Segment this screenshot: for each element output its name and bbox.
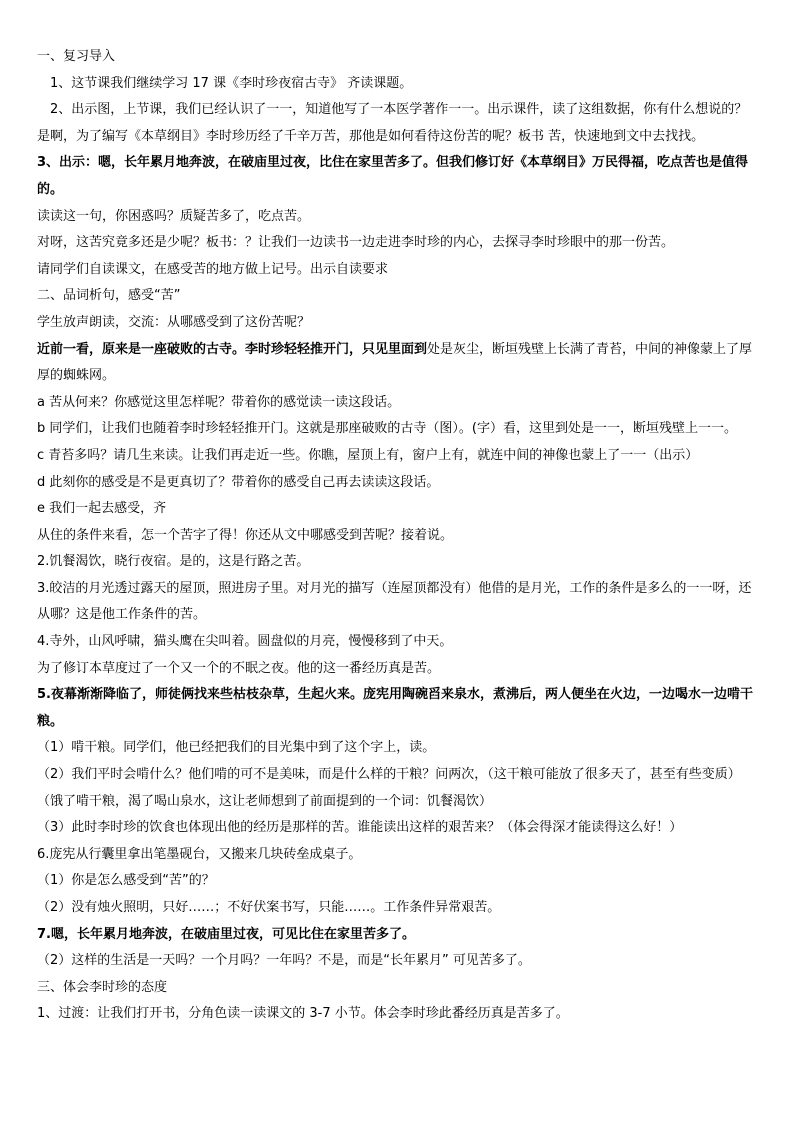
paragraph: e 我们一起去感受，齐	[37, 501, 167, 517]
paragraph: 1、过渡：让我们打开书，分角色读一读课文的 3-7 小节。体会李时珍此番经历真是苦多了。	[37, 1006, 569, 1022]
paragraph: c 青苔多吗？请几生来读。让我们再走近一些。你瞧，屋顶上有，窗户上有，就连中间的神像也蒙上了一一（出示）	[37, 447, 699, 463]
paragraph: 2.饥餐渴饮，晓行夜宿。是的，这是行路之苦。	[37, 554, 310, 570]
paragraph: a 苦从何来？你感觉这里怎样呢？带着你的感觉读一读这段话。	[37, 394, 401, 410]
paragraph: 为了修订本草度过了一个又一个的不眠之夜。他的这一番经历真是苦。	[37, 660, 441, 676]
paragraph: d 此刻你的感受是不是更真切了？带着你的感受自己再去读读这段话。	[37, 474, 440, 490]
paragraph: 学生放声朗读，交流：从哪感受到了这份苦呢？	[37, 314, 311, 330]
section-heading-attitude: 三、体会李时珍的态度	[37, 979, 168, 995]
paragraph: （2）我们平时会啃什么？他们啃的可不是美味，而是什么样的干粮？问两次，（这干粮可能放了很多天了，甚至有些变质）（饿了啃干粮，渴了喝山泉水，这让老师想到了前面提到的一个词：饥餐渴饮）	[37, 767, 741, 809]
section-heading-review: 一、复习导入	[37, 49, 116, 64]
paragraph: 3.皎洁的月光透过露天的屋顶，照进房子里。对月光的描写（连屋顶都没有）他借的是月光，工作的条件是多么的一一呀，还从哪？这是他工作条件的苦。	[37, 580, 752, 623]
paragraph: （1）你是怎么感受到“苦”的？	[37, 873, 215, 889]
paragraph: 2、出示图，上节课，我们已经认识了一一，知道他写了一本医学著作一一。出示课件，读了这组数据，你有什么想说的？	[50, 102, 748, 118]
paragraph: （2）没有烛火照明，只好……；不好伏案书写，只能……。工作条件异常艰苦。	[37, 900, 501, 915]
paragraph: 是啊，为了编写《本草纲目》李时珍历经了千辛万苦，那他是如何看待这份苦的呢？板书 苦，快速地到文中去找找。	[37, 128, 705, 144]
paragraph-bold: 7.嗯，长年累月地奔波，在破庙里过夜，可见比住在家里苦多了。	[37, 926, 415, 942]
paragraph: 6.庞宪从行囊里拿出笔墨砚台，又搬来几块砖垒成桌子。	[37, 846, 362, 862]
paragraph: （2）这样的生活是一天吗？一个月吗？一年吗？不是，而是“长年累月” 可见苦多了。	[37, 953, 531, 969]
bold-span: 近前一看，原来是一座破败的古寺。李时珍轻轻推开门，只见里面到	[37, 341, 428, 357]
document-body	[37, 44, 759, 1028]
paragraph: （3）此时李时珍的饮食也体现出他的经历是那样的苦。谁能读出这样的艰苦来？（体会得深才能读得这么好！）	[37, 820, 683, 836]
paragraph-bold: 5.夜幕渐渐降临了，师徒俩找来些枯枝杂草，生起火来。庞宪用陶碗舀来泉水，煮沸后，两人便坐在火边，一边喝水一边啃干粮。	[37, 687, 753, 729]
paragraph: 请同学们自读课文，在感受苦的地方做上记号。出示自读要求	[37, 261, 389, 277]
paragraph: 4.寺外，山风呼啸，猫头鹰在尖叫着。圆盘似的月亮，慢慢移到了中天。	[37, 634, 453, 650]
paragraph: b 同学们，让我们也随着李时珍轻轻推开门。这就是那座破败的古寺（图）。(字）看，这里到处是一一，断垣残壁上一一。	[37, 421, 737, 437]
paragraph: （1）啃干粮。同学们，他已经把我们的目光集中到了这个字上，读。	[37, 740, 436, 756]
paragraph: 从住的条件来看，怎一个苦字了得！你还从文中哪感受到苦呢？接着说。	[37, 527, 454, 543]
section-heading-analysis: 二、品词析句，感受“苦”	[37, 288, 181, 304]
paragraph: 对呀，这苦究竟多还是少呢？板书：？让我们一边读书一边走进李时珍的内心，去探寻李时珍眼中的那一份苦。	[37, 235, 675, 251]
paragraph: 读读这一句，你困惑吗？质疑苦多了，吃点苦。	[37, 208, 311, 224]
paragraph-bold: 3、出示：嗯，长年累月地奔波，在破庙里过夜，比住在家里苦多了。但我们修订好《本草纲目》万民得福，吃点苦也是值得的。	[37, 155, 749, 197]
paragraph-mixed	[37, 337, 759, 390]
normal-span: 处是灰尘，断垣残壁上长满了青苔，中间的神像蒙上了厚厚的蜘蛛网。	[37, 341, 753, 384]
paragraph: 1、这节课我们继续学习 17 课《李时珍夜宿古寺》 齐读课题。	[50, 75, 413, 91]
